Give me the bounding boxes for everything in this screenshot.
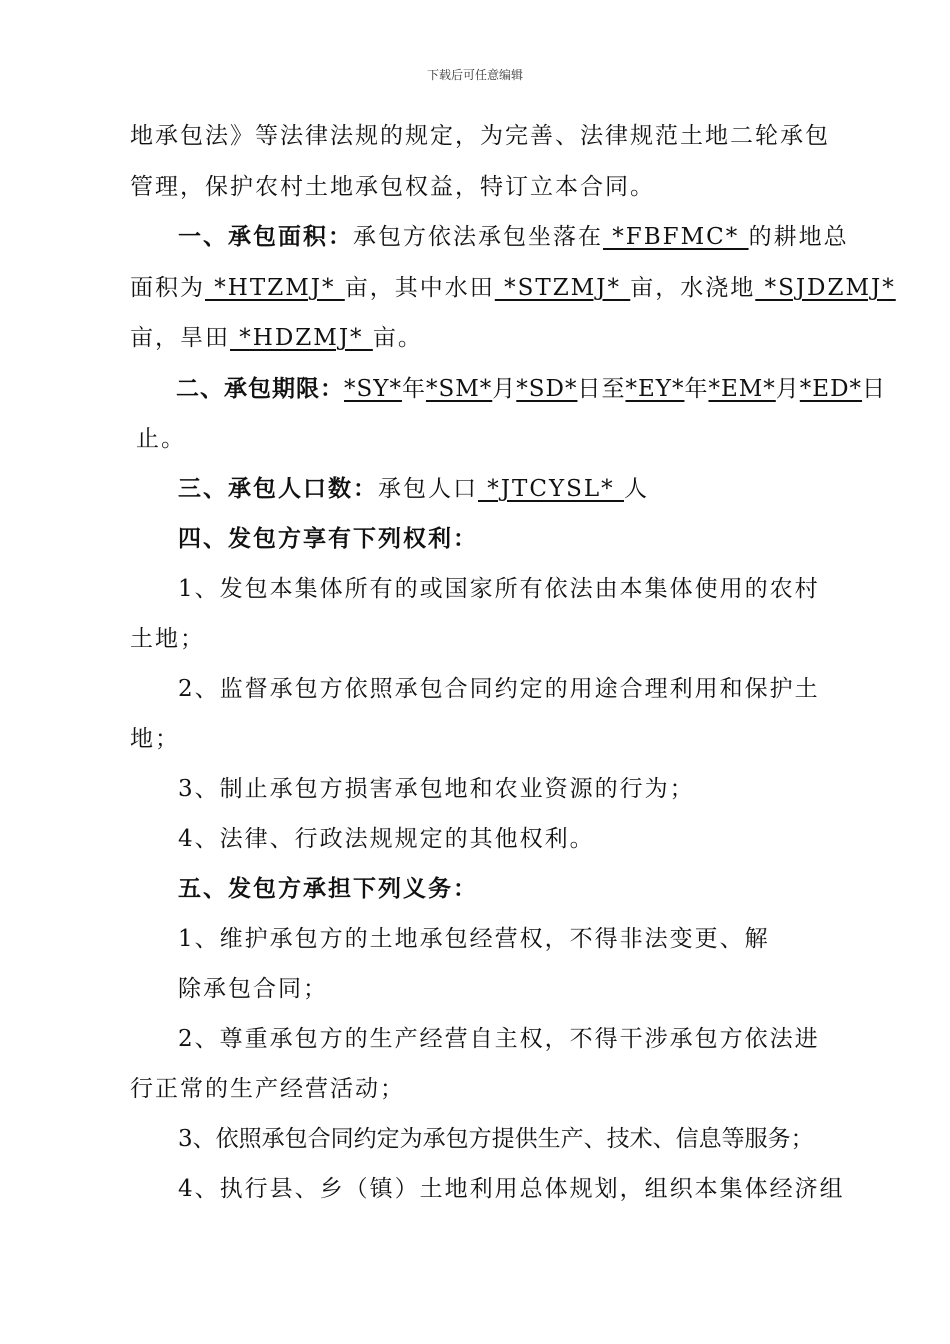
text-span: 4、法律、行政法规规定的其他权利。 (178, 826, 595, 852)
section-heading: 四、发包方享有下列权利： (178, 525, 478, 552)
text-span: 1、发包本集体所有的或国家所有依法由本集体使用的农村 (178, 576, 820, 602)
page-header: 下载后可任意编辑 (426, 68, 523, 82)
text-span: 2、尊重承包方的生产经营自主权，不得干涉承包方依法进 (178, 1026, 820, 1052)
fill-in-field: *SD* (516, 376, 578, 402)
text-line (130, 121, 830, 151)
text-line (130, 273, 896, 303)
text-span: 的耕地总 (748, 224, 849, 250)
text-span: 亩，水浇地 (630, 275, 756, 301)
text-span: 4、执行县、乡（镇）土地利用总体规划，组织本集体经济组 (178, 1176, 845, 1202)
fill-in-field: *JTCYSL* (478, 476, 624, 502)
section-1-heading-line (178, 222, 849, 252)
text-span: 月 (775, 376, 800, 402)
text-span: 承包人口 (378, 476, 478, 502)
text-span: 止。 (136, 426, 186, 452)
text-line (130, 1074, 405, 1104)
section-5-heading-line (178, 874, 478, 904)
text-span: 管理，保护农村土地承包权益，特订立本合同。 (130, 174, 655, 200)
text-line (178, 924, 770, 954)
fill-in-field: *HTZMJ* (205, 275, 345, 301)
section-4-heading-line (178, 524, 478, 554)
fill-in-field: *HDZMJ* (230, 325, 373, 351)
text-span: 承包方依法承包坐落在 (353, 224, 603, 250)
section-heading: 五、发包方承担下列义务： (178, 875, 478, 902)
text-span: 月 (492, 376, 517, 402)
fill-in-field: *STZMJ* (494, 275, 631, 301)
text-line (130, 323, 423, 353)
fill-in-field: *FBFMC* (603, 224, 749, 250)
text-span: 亩，旱田 (130, 325, 230, 351)
text-span: 地； (130, 726, 180, 752)
text-span: 除承包合同； (178, 976, 328, 1002)
text-span: 人 (624, 476, 649, 502)
fill-in-field: *EM* (708, 376, 776, 402)
text-line (130, 624, 205, 654)
text-span: 亩。 (372, 325, 423, 351)
section-3-heading-line (178, 474, 649, 504)
text-line (178, 974, 328, 1004)
text-span: 地承包法》等法律法规的规定，为完善、法律规范土地二轮承包 (130, 123, 830, 149)
text-span: 日 (862, 376, 887, 402)
text-line (178, 674, 820, 704)
text-line (178, 774, 695, 804)
section-heading: 二、承包期限： (176, 375, 344, 402)
fill-in-field: *SY* (344, 376, 402, 402)
text-span: 3、依照承包合同约定为承包方提供生产、技术、信息等服务； (178, 1126, 814, 1152)
fill-in-field: *EY* (625, 376, 685, 402)
text-line (178, 1024, 820, 1054)
text-line (178, 1174, 845, 1204)
text-line (178, 1124, 814, 1154)
fill-in-field: *SM* (425, 376, 493, 402)
fill-in-field: *ED* (799, 376, 863, 402)
text-span: 行正常的生产经营活动； (130, 1076, 405, 1102)
text-span: 3、制止承包方损害承包地和农业资源的行为； (178, 776, 695, 802)
section-2-heading-line (176, 374, 886, 404)
text-span: 土地； (130, 626, 205, 652)
text-line (178, 824, 595, 854)
text-span: 日至 (577, 376, 626, 402)
text-span: 2、监督承包方依照承包合同约定的用途合理利用和保护土 (178, 676, 820, 702)
text-span: 年 (401, 376, 426, 402)
text-span: 面积为 (130, 275, 205, 301)
text-line (178, 574, 820, 604)
section-heading: 三、承包人口数： (178, 475, 378, 502)
section-heading: 一、承包面积： (178, 223, 353, 250)
text-span: 年 (684, 376, 709, 402)
fill-in-field: *SJDZMJ* (755, 275, 896, 301)
text-span: 亩，其中水田 (344, 275, 495, 301)
text-line (130, 172, 655, 202)
text-line (136, 424, 186, 454)
text-line (130, 724, 180, 754)
text-span: 1、维护承包方的土地承包经营权，不得非法变更、解 (178, 926, 770, 952)
